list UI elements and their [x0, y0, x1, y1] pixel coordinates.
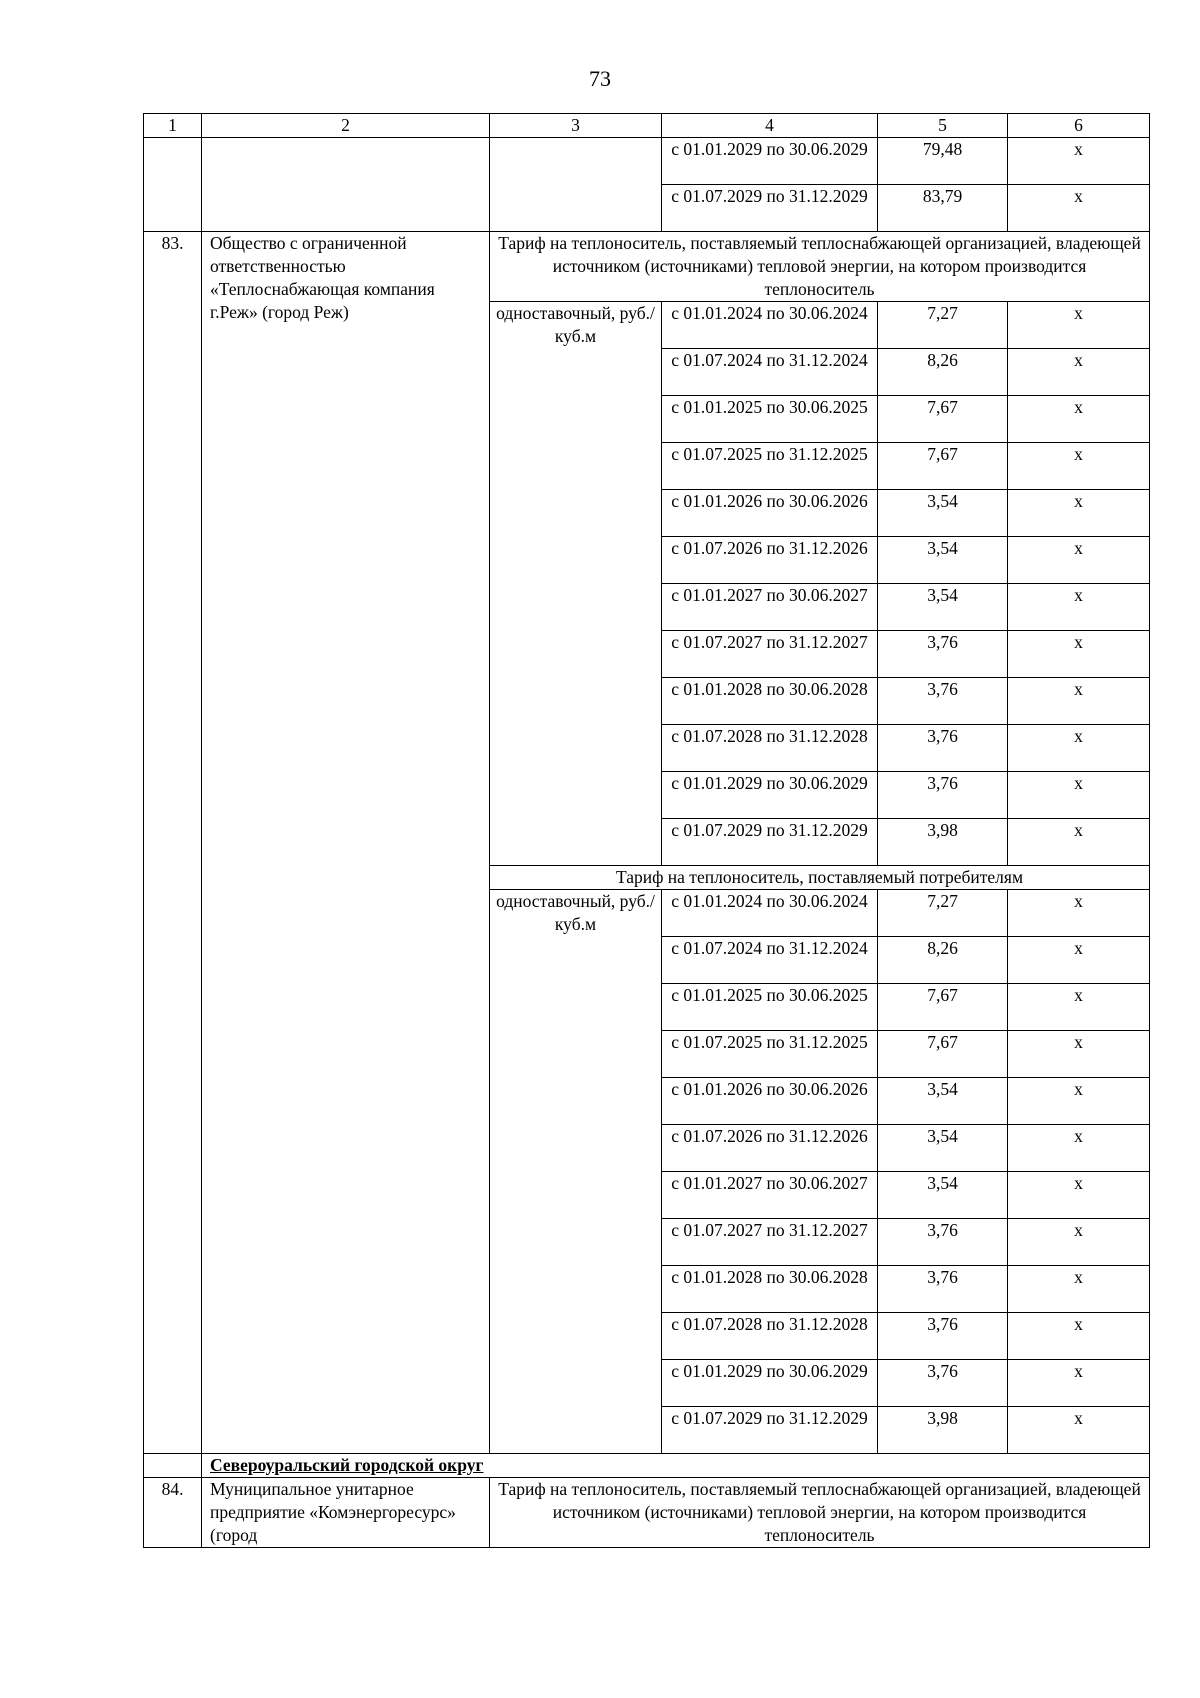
note-cell: х	[1008, 937, 1150, 984]
value-cell: 3,76	[878, 631, 1008, 678]
table-row	[144, 1478, 1150, 1548]
value-cell: 7,67	[878, 396, 1008, 443]
period-cell: с 01.01.2025 по 30.06.2025	[662, 984, 878, 1031]
period-cell: с 01.07.2028 по 31.12.2028	[662, 1313, 878, 1360]
note-cell: х	[1008, 725, 1150, 772]
period-cell: с 01.07.2029 по 31.12.2029	[662, 819, 878, 866]
value-cell: 3,54	[878, 537, 1008, 584]
note-cell: х	[1008, 302, 1150, 349]
period-cell: с 01.07.2029 по 31.12.2029	[662, 1407, 878, 1454]
note-cell: х	[1008, 349, 1150, 396]
period-cell: с 01.01.2024 по 30.06.2024	[662, 302, 878, 349]
period-cell: с 01.07.2025 по 31.12.2025	[662, 1031, 878, 1078]
column-header: 1	[144, 114, 202, 138]
note-cell: х	[1008, 890, 1150, 937]
period-cell: с 01.01.2026 по 30.06.2026	[662, 490, 878, 537]
value-cell: 3,76	[878, 725, 1008, 772]
table-row	[144, 138, 1150, 185]
period-cell: с 01.07.2027 по 31.12.2027	[662, 1219, 878, 1266]
value-cell: 3,76	[878, 678, 1008, 725]
note-cell: х	[1008, 984, 1150, 1031]
period-cell: с 01.07.2028 по 31.12.2028	[662, 725, 878, 772]
note-cell: х	[1008, 396, 1150, 443]
note-cell: х	[1008, 185, 1150, 232]
period-cell: с 01.01.2027 по 30.06.2027	[662, 1172, 878, 1219]
column-header: 5	[878, 114, 1008, 138]
note-cell: х	[1008, 1172, 1150, 1219]
period-cell: с 01.01.2027 по 30.06.2027	[662, 584, 878, 631]
section-title: Тариф на теплоноситель, поставляемый теплоснабжающей организацией, владеющей источником (источниками) тепловой энергии, на котором производится теплоноситель	[490, 232, 1150, 302]
column-header: 6	[1008, 114, 1150, 138]
district-row	[144, 1454, 1150, 1478]
district-cell	[202, 1454, 1150, 1478]
page-number: 73	[589, 66, 611, 91]
period-cell: с 01.01.2026 по 30.06.2026	[662, 1078, 878, 1125]
note-cell: х	[1008, 1078, 1150, 1125]
value-cell: 7,27	[878, 302, 1008, 349]
district-name: Североуральский городской округ	[210, 1455, 484, 1475]
value-cell: 3,98	[878, 819, 1008, 866]
note-cell: х	[1008, 537, 1150, 584]
period-cell: с 01.07.2026 по 31.12.2026	[662, 1125, 878, 1172]
continued-num-cell	[144, 138, 202, 232]
period-cell: с 01.01.2029 по 30.06.2029	[662, 138, 878, 185]
value-cell: 3,54	[878, 490, 1008, 537]
column-header: 2	[202, 114, 490, 138]
note-cell: х	[1008, 1219, 1150, 1266]
value-cell: 8,26	[878, 349, 1008, 396]
period-cell: с 01.01.2029 по 30.06.2029	[662, 1360, 878, 1407]
tariff-type: одноставочный, руб./куб.м	[490, 890, 662, 1454]
note-cell: х	[1008, 138, 1150, 185]
organization-name: Муниципальное унитарное предприятие «Комэнергоресурс» (город	[202, 1478, 490, 1548]
note-cell: х	[1008, 1125, 1150, 1172]
note-cell: х	[1008, 1266, 1150, 1313]
value-cell: 3,76	[878, 1219, 1008, 1266]
value-cell: 3,54	[878, 1078, 1008, 1125]
period-cell: с 01.07.2026 по 31.12.2026	[662, 537, 878, 584]
value-cell: 79,48	[878, 138, 1008, 185]
value-cell: 8,26	[878, 937, 1008, 984]
table-header-row	[144, 114, 1150, 138]
continued-type-cell	[490, 138, 662, 232]
note-cell: х	[1008, 1407, 1150, 1454]
period-cell: с 01.07.2025 по 31.12.2025	[662, 443, 878, 490]
period-cell: с 01.01.2025 по 30.06.2025	[662, 396, 878, 443]
tariff-table	[143, 113, 1150, 1548]
value-cell: 3,54	[878, 1125, 1008, 1172]
table-row	[144, 232, 1150, 302]
value-cell: 3,76	[878, 1360, 1008, 1407]
section-title: Тариф на теплоноситель, поставляемый теплоснабжающей организацией, владеющей источником (источниками) тепловой энергии, на котором производится теплоноситель	[490, 1478, 1150, 1548]
note-cell: х	[1008, 584, 1150, 631]
period-cell: с 01.07.2029 по 31.12.2029	[662, 185, 878, 232]
value-cell: 7,67	[878, 443, 1008, 490]
note-cell: х	[1008, 443, 1150, 490]
note-cell: х	[1008, 678, 1150, 725]
organization-name: Общество с ограниченной ответственностью «Теплоснабжающая компания г.Реж» (город Реж)	[202, 232, 490, 1454]
column-header: 3	[490, 114, 662, 138]
district-num-cell	[144, 1454, 202, 1478]
period-cell: с 01.07.2024 по 31.12.2024	[662, 937, 878, 984]
period-cell: с 01.01.2028 по 30.06.2028	[662, 1266, 878, 1313]
section-title: Тариф на теплоноситель, поставляемый потребителям	[490, 866, 1150, 890]
column-header: 4	[662, 114, 878, 138]
continued-name-cell	[202, 138, 490, 232]
period-cell: с 01.01.2028 по 30.06.2028	[662, 678, 878, 725]
note-cell: х	[1008, 490, 1150, 537]
note-cell: х	[1008, 631, 1150, 678]
value-cell: 3,76	[878, 1313, 1008, 1360]
note-cell: х	[1008, 1313, 1150, 1360]
value-cell: 3,76	[878, 772, 1008, 819]
period-cell: с 01.07.2024 по 31.12.2024	[662, 349, 878, 396]
row-number: 83.	[144, 232, 202, 1454]
value-cell: 7,27	[878, 890, 1008, 937]
value-cell: 7,67	[878, 984, 1008, 1031]
note-cell: х	[1008, 1360, 1150, 1407]
tariff-type: одноставочный, руб./куб.м	[490, 302, 662, 866]
value-cell: 7,67	[878, 1031, 1008, 1078]
value-cell: 3,54	[878, 584, 1008, 631]
value-cell: 3,76	[878, 1266, 1008, 1313]
value-cell: 3,98	[878, 1407, 1008, 1454]
row-number: 84.	[144, 1478, 202, 1548]
value-cell: 3,54	[878, 1172, 1008, 1219]
value-cell: 83,79	[878, 185, 1008, 232]
note-cell: х	[1008, 1031, 1150, 1078]
note-cell: х	[1008, 772, 1150, 819]
note-cell: х	[1008, 819, 1150, 866]
period-cell: с 01.01.2024 по 30.06.2024	[662, 890, 878, 937]
period-cell: с 01.01.2029 по 30.06.2029	[662, 772, 878, 819]
period-cell: с 01.07.2027 по 31.12.2027	[662, 631, 878, 678]
